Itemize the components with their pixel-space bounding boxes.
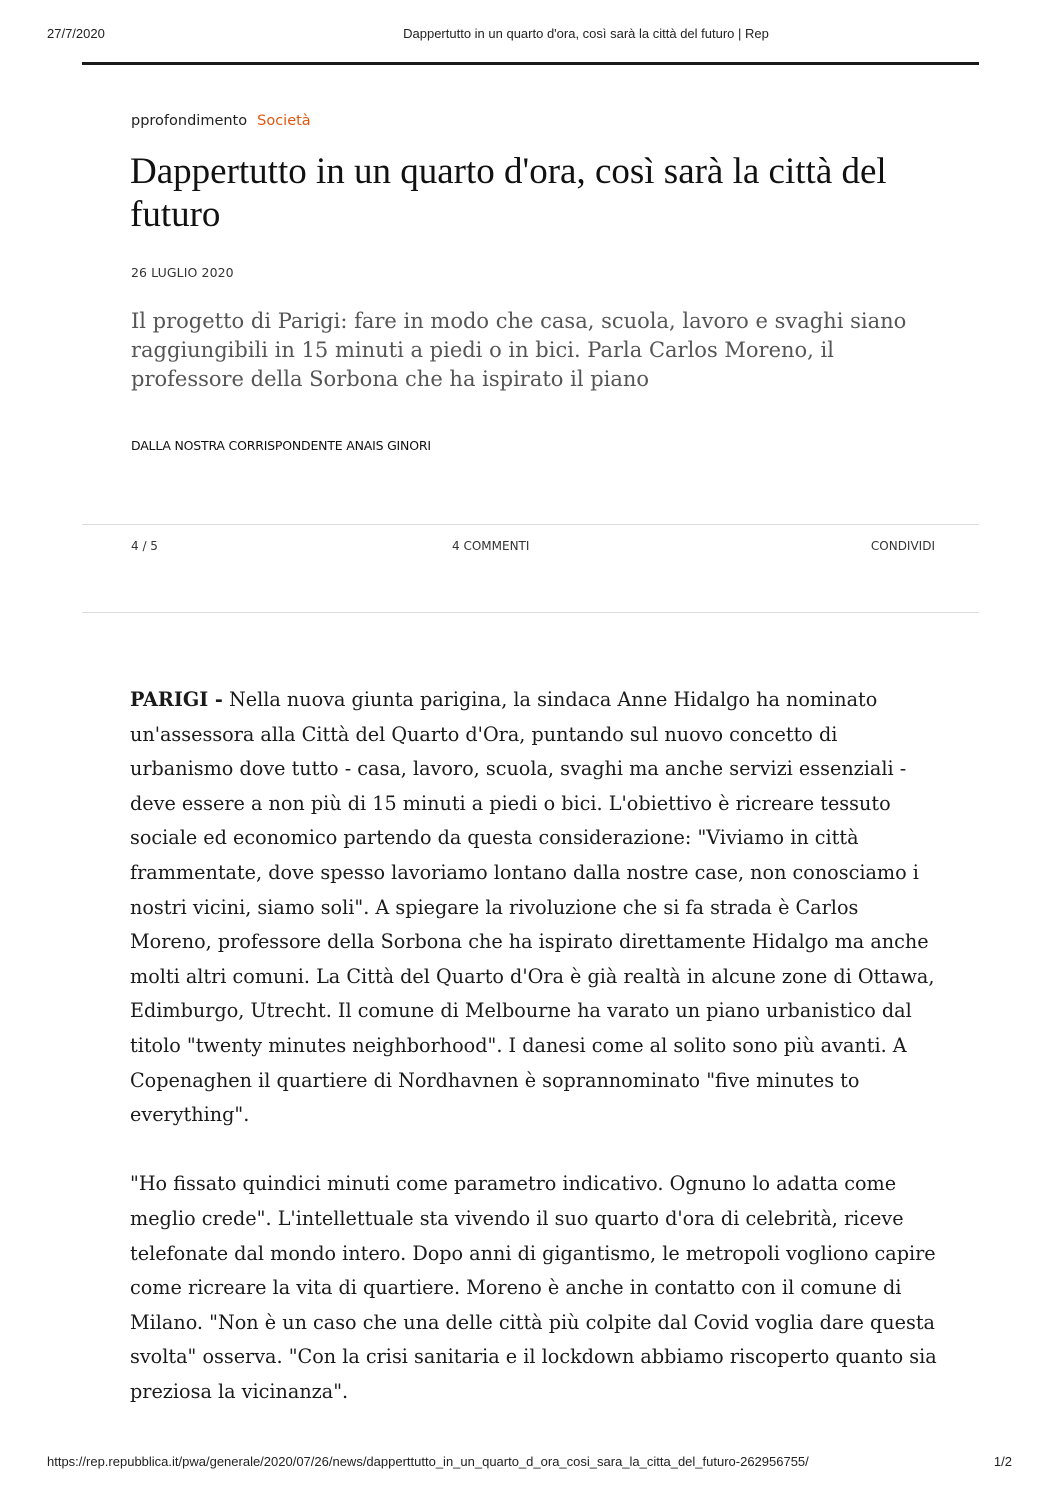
print-page-number: 1/2 (993, 1454, 1012, 1469)
article-body (130, 683, 940, 1444)
page-count: 4 / 5 (131, 539, 158, 553)
print-date: 27/7/2020 (47, 26, 105, 41)
dateline: PARIGI - (130, 688, 223, 711)
body-paragraph-text: Nella nuova giunta parigina, la sindaca Anne Hidalgo ha nominato un'assessora alla Città del Quarto d'Ora, puntando sul nuovo concetto di urbanismo dove tutto - casa, lavoro, scuola, svaghi ma anche servizi essenziali - deve essere a non più di 15 minuti a piedi o bici. L'obiettivo è ricreare tessuto sociale ed economico partendo da questa considerazione: "Viviamo in città frammentate, dove spesso lavoriamo lontano dalla nostre case, non conosciamo i nostri vicini, siamo soli". A spiegare la rivoluzione che si fa strada è Carlos Moreno, professore della Sorbona che ha ispirato direttamente Hidalgo ma anche molti altri comuni. La Città del Quarto d'Ora è già realtà in alcune zone di Ottawa, Edimburgo, Utrecht. Il comune di Melbourne ha varato un piano urbanistico dal titolo "twenty minutes neighborhood". I danesi come al solito sono più avanti. A Copenaghen il quartiere di Nordhavnen è soprannominato "five minutes to everything". (130, 688, 935, 1127)
publication-date: 26 LUGLIO 2020 (131, 265, 234, 280)
article-headline: Dappertutto in un quarto d'ora, così sarà la città del futuro (130, 151, 887, 235)
top-rule (82, 62, 979, 65)
body-paragraph (130, 683, 940, 1133)
article-meta-bar (131, 539, 935, 557)
kicker (131, 113, 311, 129)
share-button[interactable]: CONDIVIDI (870, 539, 935, 553)
section-link[interactable]: Società (257, 113, 311, 129)
comments-link[interactable]: 4 COMMENTI (452, 539, 530, 553)
print-footer (0, 1454, 1058, 1472)
divider-bottom (82, 612, 979, 613)
print-url: https://rep.repubblica.it/pwa/generale/2020/07/26/news/dapperttutto_in_un_quarto_d_ora_cosi_sara_la_citta_del_futuro-262956755/ (47, 1454, 809, 1469)
article-summary: Il progetto di Parigi: fare in modo che casa, scuola, lavoro e svaghi siano raggiungibili in 15 minuti a piedi o in bici. Parla Carlos Moreno, il professore della Sorbona che ha ispirato il piano (131, 309, 907, 391)
divider-top (82, 524, 979, 525)
print-header (0, 26, 1058, 44)
byline: DALLA NOSTRA CORRISPONDENTE ANAIS GINORI (131, 438, 431, 453)
print-page-title: Dappertutto in un quarto d'ora, così sarà la città del futuro | Rep (403, 26, 769, 41)
body-paragraph: "Ho fissato quindici minuti come parametro indicativo. Ognuno lo adatta come meglio crede". L'intellettuale sta vivendo il suo quarto d'ora di celebrità, riceve telefonate dal mondo intero. Dopo anni di gigantismo, le metropoli vogliono capire come ricreare la vita di quartiere. Moreno è anche in contatto con il comune di Milano. "Non è un caso che una delle città più colpite dal Covid voglia dare questa svolta" osserva. "Con la crisi sanitaria e il lockdown abbiamo riscoperto quanto sia preziosa la vicinanza". (130, 1172, 937, 1403)
kicker-label: pprofondimento (131, 113, 248, 129)
